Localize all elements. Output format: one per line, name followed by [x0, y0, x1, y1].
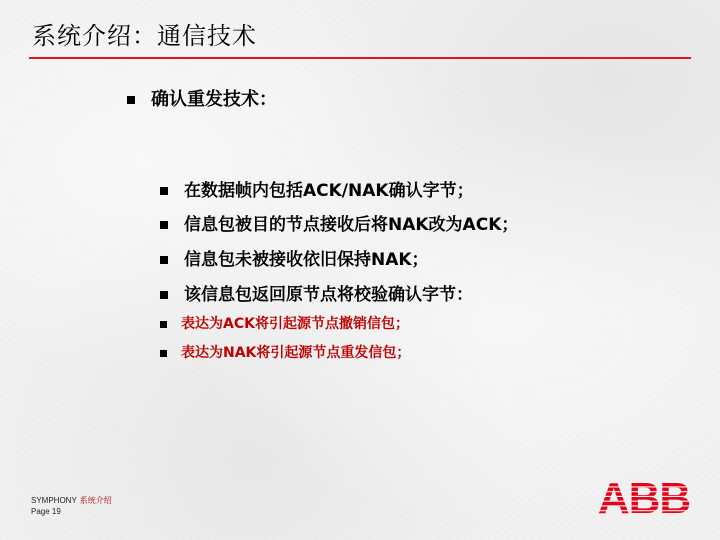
list-item — [160, 248, 429, 272]
list-item-text: 信息包被目的节点接收后将NAK改为ACK； — [184, 215, 519, 235]
sub-list-item — [160, 314, 409, 334]
title-divider — [29, 57, 691, 59]
square-bullet-icon — [160, 291, 168, 299]
slide-title: 系统介绍：通信技术 — [32, 22, 257, 50]
footer-brand-line — [31, 495, 112, 506]
footer — [31, 495, 112, 517]
square-bullet-icon — [160, 187, 168, 195]
square-bullet-icon — [160, 350, 167, 357]
sub-list-item-text: 表达为ACK将引起源节点撤销信包； — [181, 316, 409, 332]
list-item — [160, 213, 518, 237]
list-item-text: 在数据帧内包括ACK/NAK确认字节； — [184, 181, 474, 201]
square-bullet-icon — [160, 221, 168, 229]
square-bullet-icon — [160, 321, 167, 328]
sub-list-item-text: 表达为NAK将引起源节点重发信包； — [181, 345, 411, 361]
footer-brand: SYMPHONY — [31, 496, 77, 505]
list-item — [160, 283, 473, 307]
footer-page-number: Page 19 — [31, 507, 61, 516]
abb-logo — [598, 478, 690, 516]
list-item — [160, 179, 474, 203]
square-bullet-icon — [127, 96, 135, 104]
square-bullet-icon — [160, 256, 168, 264]
section-heading-row — [127, 88, 277, 112]
list-item-text: 该信息包返回原节点将校验确认字节： — [184, 285, 473, 305]
list-item-text: 信息包未被接收依旧保持NAK； — [184, 250, 429, 270]
sub-list-item — [160, 343, 410, 363]
abb-logo-text: ABB — [598, 478, 690, 516]
footer-brand-sub: 系统介绍 — [79, 496, 112, 505]
section-heading: 确认重发技术： — [151, 89, 277, 110]
